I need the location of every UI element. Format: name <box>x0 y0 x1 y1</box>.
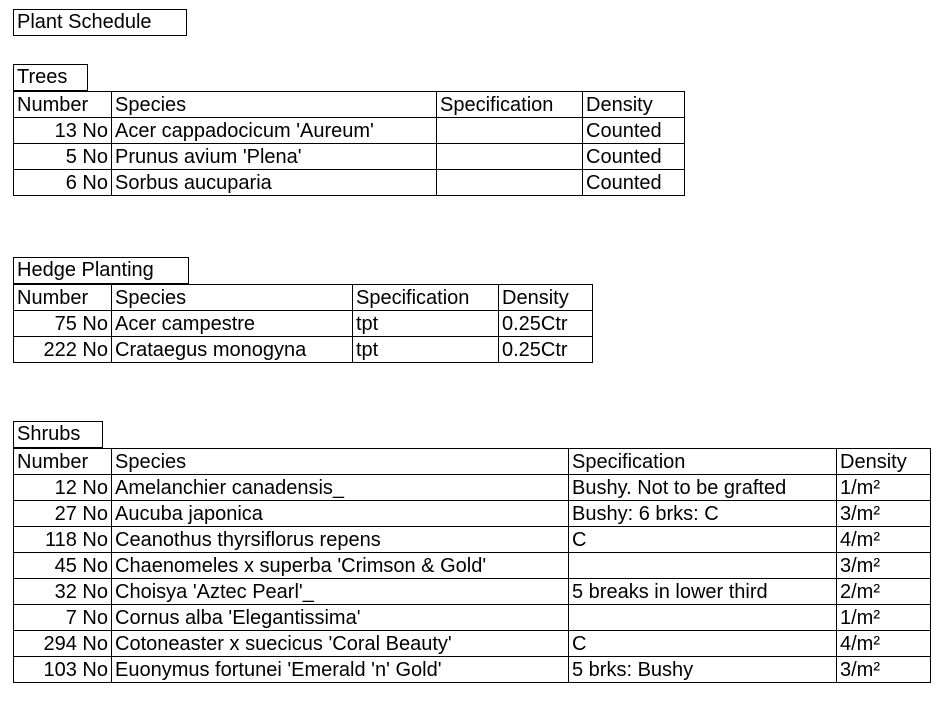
number-cell: 32 No <box>14 579 112 605</box>
species-cell: Aucuba japonica <box>112 501 569 527</box>
table-row <box>14 553 931 579</box>
section-label-shrubs: Shrubs <box>13 421 103 448</box>
density-cell: 0.25Ctr <box>499 337 593 363</box>
specification-cell: 5 brks: Bushy <box>569 657 837 683</box>
species-cell: Ceanothus thyrsiflorus repens <box>112 527 569 553</box>
specification-cell <box>569 605 837 631</box>
table-row <box>14 337 593 363</box>
table-row <box>14 144 685 170</box>
shrubs-table <box>13 448 931 683</box>
number-cell: 118 No <box>14 527 112 553</box>
species-cell: Crataegus monogyna <box>112 337 353 363</box>
table-row <box>14 501 931 527</box>
specification-cell: C <box>569 527 837 553</box>
section-label-trees: Trees <box>13 64 88 91</box>
number-cell: 75 No <box>14 311 112 337</box>
column-header-number: Number <box>14 449 112 475</box>
density-cell: 3/m² <box>837 657 931 683</box>
specification-cell: tpt <box>353 337 499 363</box>
number-cell: 6 No <box>14 170 112 196</box>
column-header-density: Density <box>583 92 685 118</box>
species-cell: Euonymus fortunei 'Emerald 'n' Gold' <box>112 657 569 683</box>
table-row <box>14 605 931 631</box>
specification-cell: Bushy. Not to be grafted <box>569 475 837 501</box>
specification-cell <box>437 144 583 170</box>
specification-cell: Bushy: 6 brks: C <box>569 501 837 527</box>
specification-cell: C <box>569 631 837 657</box>
hedge-planting-table <box>13 284 593 363</box>
number-cell: 294 No <box>14 631 112 657</box>
specification-cell <box>437 170 583 196</box>
column-header-density: Density <box>837 449 931 475</box>
column-header-specification: Specification <box>353 285 499 311</box>
table-row <box>14 527 931 553</box>
header-row <box>14 92 685 118</box>
table-row <box>14 657 931 683</box>
species-cell: Amelanchier canadensis_ <box>112 475 569 501</box>
species-cell: Choisya 'Aztec Pearl'_ <box>112 579 569 605</box>
species-cell: Cornus alba 'Elegantissima' <box>112 605 569 631</box>
specification-cell <box>437 118 583 144</box>
number-cell: 5 No <box>14 144 112 170</box>
density-cell: Counted <box>583 170 685 196</box>
table-row <box>14 311 593 337</box>
column-header-species: Species <box>112 92 437 118</box>
density-cell: 4/m² <box>837 631 931 657</box>
page-title: Plant Schedule <box>13 9 187 36</box>
header-row <box>14 285 593 311</box>
column-header-number: Number <box>14 285 112 311</box>
column-header-species: Species <box>112 285 353 311</box>
trees-table <box>13 91 685 196</box>
density-cell: Counted <box>583 118 685 144</box>
table-row <box>14 579 931 605</box>
column-header-number: Number <box>14 92 112 118</box>
number-cell: 7 No <box>14 605 112 631</box>
density-cell: 2/m² <box>837 579 931 605</box>
number-cell: 45 No <box>14 553 112 579</box>
species-cell: Prunus avium 'Plena' <box>112 144 437 170</box>
number-cell: 103 No <box>14 657 112 683</box>
species-cell: Acer campestre <box>112 311 353 337</box>
table-row <box>14 170 685 196</box>
number-cell: 27 No <box>14 501 112 527</box>
density-cell: 1/m² <box>837 605 931 631</box>
column-header-specification: Specification <box>569 449 837 475</box>
table-row <box>14 631 931 657</box>
species-cell: Chaenomeles x superba 'Crimson & Gold' <box>112 553 569 579</box>
number-cell: 222 No <box>14 337 112 363</box>
species-cell: Acer cappadocicum 'Aureum' <box>112 118 437 144</box>
column-header-species: Species <box>112 449 569 475</box>
specification-cell: tpt <box>353 311 499 337</box>
header-row <box>14 449 931 475</box>
density-cell: 3/m² <box>837 553 931 579</box>
density-cell: 0.25Ctr <box>499 311 593 337</box>
number-cell: 13 No <box>14 118 112 144</box>
density-cell: 4/m² <box>837 527 931 553</box>
table-row <box>14 475 931 501</box>
column-header-specification: Specification <box>437 92 583 118</box>
species-cell: Sorbus aucuparia <box>112 170 437 196</box>
column-header-density: Density <box>499 285 593 311</box>
density-cell: 1/m² <box>837 475 931 501</box>
table-row <box>14 118 685 144</box>
section-label-hedge-planting: Hedge Planting <box>13 257 189 284</box>
specification-cell <box>569 553 837 579</box>
density-cell: 3/m² <box>837 501 931 527</box>
species-cell: Cotoneaster x suecicus 'Coral Beauty' <box>112 631 569 657</box>
specification-cell: 5 breaks in lower third <box>569 579 837 605</box>
density-cell: Counted <box>583 144 685 170</box>
number-cell: 12 No <box>14 475 112 501</box>
